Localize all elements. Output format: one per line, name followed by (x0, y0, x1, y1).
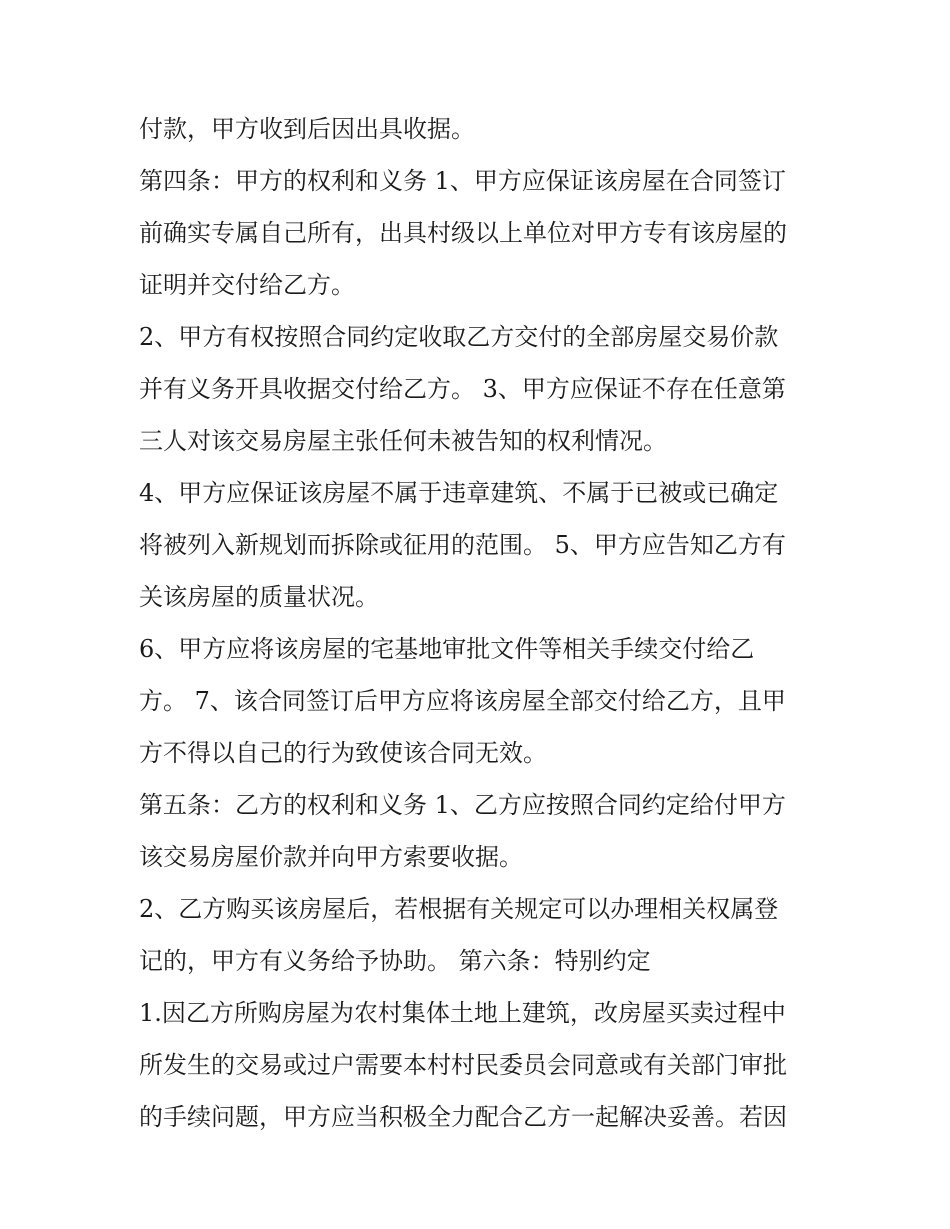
text-line: 方。 7、该合同签订后甲方应将该房屋全部交付给乙方，且甲 (139, 687, 786, 715)
text-line: 三人对该交易房屋主张任何未被告知的权利情况。 (139, 427, 667, 455)
text-line: 1.因乙方所购房屋为农村集体土地上建筑，改房屋买卖过程中 (139, 999, 786, 1027)
text-line: 将被列入新规划而拆除或征用的范围。 5、甲方应告知乙方有 (139, 531, 786, 559)
text-line: 6、甲方应将该房屋的宅基地审批文件等相关手续交付给乙 (139, 635, 755, 663)
text-line: 证明并交付给乙方。 (139, 271, 355, 299)
text-line: 2、甲方有权按照合同约定收取乙方交付的全部房屋交易价款 (139, 323, 779, 351)
document-body (139, 106, 829, 1146)
text-line: 记的，甲方有义务给予协助。 第六条：特别约定 (139, 947, 651, 975)
text-line: 第五条：乙方的权利和义务 1、乙方应按照合同约定给付甲方 (139, 791, 786, 819)
text-line: 关该房屋的质量状况。 (139, 583, 379, 611)
text-line: 前确实专属自己所有，出具村级以上单位对甲方专有该房屋的 (139, 219, 787, 247)
text-line: 所发生的交易或过户需要本村村民委员会同意或有关部门审批 (139, 1051, 787, 1079)
text-line: 并有义务开具收据交付给乙方。 3、甲方应保证不存在任意第 (139, 375, 786, 403)
text-line: 2、乙方购买该房屋后，若根据有关规定可以办理相关权属登 (139, 895, 779, 923)
text-line: 的手续问题，甲方应当积极全力配合乙方一起解决妥善。若因 (139, 1103, 787, 1131)
text-line: 该交易房屋价款并向甲方索要收据。 (139, 843, 523, 871)
text-line: 4、甲方应保证该房屋不属于违章建筑、不属于已被或已确定 (139, 479, 779, 507)
text-line: 方不得以自己的行为致使该合同无效。 (139, 739, 547, 767)
text-line: 付款，甲方收到后因出具收据。 (139, 115, 475, 143)
text-line: 第四条：甲方的权利和义务 1、甲方应保证该房屋在合同签订 (139, 167, 786, 195)
